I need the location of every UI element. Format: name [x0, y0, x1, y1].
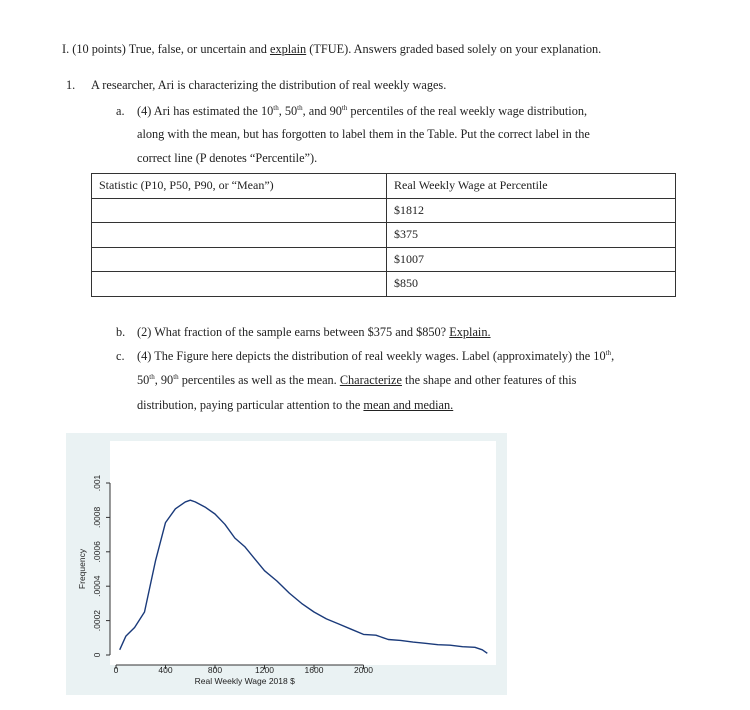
header-text: I. (10 points) True, false, or uncertain and	[62, 42, 267, 56]
y-tick-label: .0008	[92, 506, 102, 529]
y-tick-label: .001	[92, 474, 102, 492]
qc-line1: (4) The Figure here depicts the distribution of real weekly wages. Label (approximately) the 10th,	[137, 348, 615, 363]
table-row	[92, 247, 676, 272]
x-tick-label: 0	[113, 665, 119, 675]
wage-cell: $375	[387, 223, 676, 248]
qb-text: (2) What fraction of the sample earns between $375 and $850? Explain.	[137, 325, 491, 339]
y-axis-title: Frequency	[77, 548, 87, 590]
section-header	[62, 42, 601, 57]
qa-line1: (4) Ari has estimated the 10th, 50th, and 90th percentiles of the real weekly wage distribution,	[137, 103, 588, 118]
statistic-cell[interactable]	[92, 272, 387, 297]
qc-line3: distribution, paying particular attention to the mean and median.	[137, 398, 454, 412]
table-header-statistic: Statistic (P10, P50, P90, or “Mean”)	[92, 174, 387, 199]
x-tick-label: 1200	[255, 665, 274, 675]
table-row	[92, 272, 676, 297]
wage-distribution-figure	[66, 433, 507, 695]
qb-explain: Explain.	[449, 325, 491, 339]
statistic-cell[interactable]	[92, 247, 387, 272]
x-axis-title: Real Weekly Wage 2018 $	[194, 676, 295, 686]
y-tick-label: .0002	[92, 609, 102, 632]
statistic-cell[interactable]	[92, 198, 387, 223]
y-tick-label: .0004	[92, 575, 102, 597]
qc-letter: c.	[116, 349, 125, 363]
qb-letter: b.	[116, 325, 126, 339]
qa-line2: along with the mean, but has forgotten to label them in the Table. Put the correct label in the	[137, 127, 590, 141]
qa-letter: a.	[116, 104, 125, 118]
table-header-wage: Real Weekly Wage at Percentile	[387, 174, 676, 199]
wage-cell: $1812	[387, 198, 676, 223]
q1-number: 1.	[66, 78, 76, 92]
table-header-row	[92, 174, 676, 199]
x-tick-label: 1600	[304, 665, 324, 675]
q1-text: A researcher, Ari is characterizing the distribution of real weekly wages.	[91, 78, 447, 92]
header-explain: explain	[269, 42, 307, 56]
x-tick-label: 400	[158, 665, 173, 675]
qc-line2: 50th, 90th percentiles as well as the mean. Characterize the shape and other features of this	[137, 372, 577, 387]
y-tick-label: .0006	[92, 541, 102, 563]
density-chart	[66, 433, 507, 695]
table-row	[92, 198, 676, 223]
statistic-cell[interactable]	[92, 223, 387, 248]
x-tick-label: 2000	[354, 665, 373, 675]
x-tick-label: 800	[207, 665, 223, 675]
wage-cell: $850	[387, 272, 676, 297]
wage-cell: $1007	[387, 247, 676, 272]
y-tick-label: 0	[92, 652, 102, 658]
qa-line3: correct line (P denotes “Percentile”).	[137, 151, 318, 165]
table-row	[92, 223, 676, 248]
statistic-table	[91, 173, 676, 297]
header-text-end: (TFUE). Answers graded based solely on your explanation.	[309, 42, 602, 56]
plot-area	[110, 441, 496, 665]
